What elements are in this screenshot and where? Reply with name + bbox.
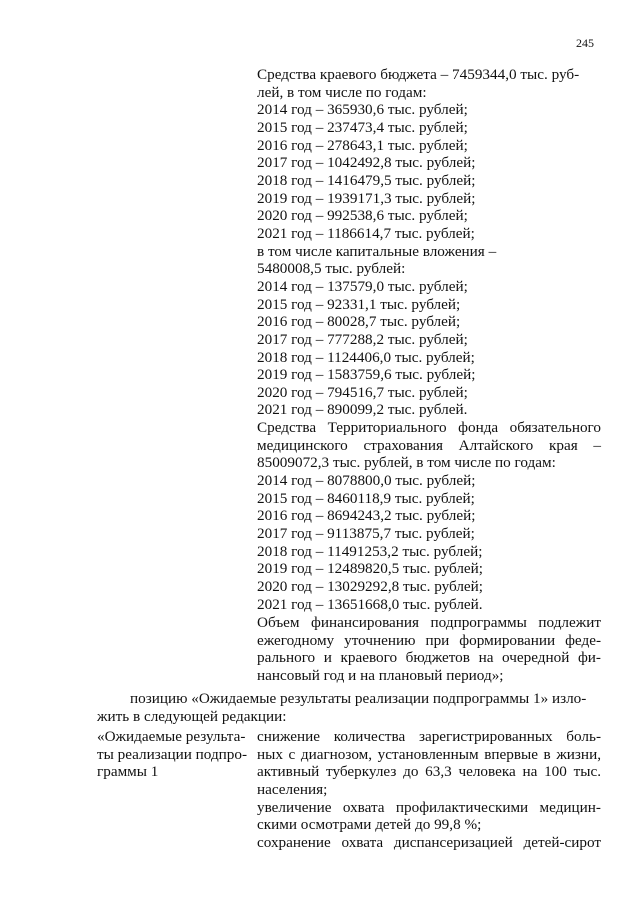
tfoms-year-line: 2017 год – 9113875,7 тыс. рублей; — [257, 524, 475, 542]
tfoms-year-line: 2020 год – 13029292,8 тыс. рублей; — [257, 577, 484, 595]
budget-line: 2015 год – 92331,1 тыс. рублей; — [257, 295, 461, 313]
budget-line: 2018 год – 1124406,0 тыс. рублей; — [257, 348, 475, 366]
budget-line: 2014 год – 137579,0 тыс. рублей; — [257, 277, 468, 295]
budget-line: 2016 год – 278643,1 тыс. рублей; — [257, 136, 468, 154]
budget-line: 2018 год – 1416479,5 тыс. рублей; — [257, 171, 476, 189]
budget-line: 5480008,5 тыс. рублей: — [257, 260, 406, 278]
result-item-line: населения; — [257, 780, 328, 798]
instruction-line: позицию «Ожидаемые результаты реализации подпрограммы 1» изло- — [130, 690, 587, 707]
note-line: рального и краевого бюджетов на очередной фи- — [257, 649, 601, 667]
page-number: 245 — [576, 36, 594, 50]
results-label-line: «Ожидаемые результа- — [97, 728, 246, 745]
instruction-paragraph — [97, 690, 601, 725]
result-item-line: сохранение охвата диспансеризацией детей-сирот — [257, 833, 601, 851]
budget-line: 2020 год – 794516,7 тыс. рублей; — [257, 383, 468, 401]
tfoms-year-line: 2014 год – 8078800,0 тыс. рублей; — [257, 471, 476, 489]
instruction-line: жить в следующей редакции: — [97, 707, 287, 725]
results-content — [257, 728, 601, 852]
budget-line: 2014 год – 365930,6 тыс. рублей; — [257, 101, 468, 119]
tfoms-heading-line: медицинского страхования Алтайского края – — [257, 436, 601, 454]
result-item-line: увеличение охвата профилактическими медицин- — [257, 798, 601, 816]
budget-line: 2020 год – 992538,6 тыс. рублей; — [257, 207, 468, 225]
budget-line: 2021 год – 890099,2 тыс. рублей. — [257, 401, 468, 419]
result-item-line: ных с диагнозом, установленным впервые в жизни, — [257, 745, 601, 763]
tfoms-year-line: 2016 год – 8694243,2 тыс. рублей; — [257, 507, 476, 525]
results-label-line: граммы 1 — [97, 763, 159, 781]
tfoms-year-line: 2021 год – 13651668,0 тыс. рублей. — [257, 595, 483, 613]
tfoms-year-line: 2018 год – 11491253,2 тыс. рублей; — [257, 542, 483, 560]
note-line: нансовый год и на плановый период»; — [257, 666, 504, 684]
result-item-line: активный туберкулез до 63,3 человека на 100 тыс. — [257, 763, 601, 781]
tfoms-year-line: 2019 год – 12489820,5 тыс. рублей; — [257, 560, 484, 578]
budget-line: 2021 год – 1186614,7 тыс. рублей; — [257, 224, 475, 242]
result-item-line: скими осмотрами детей до 99,8 %; — [257, 816, 482, 834]
regional-budget-block — [257, 66, 601, 419]
results-label-line: ты реализации подпро- — [97, 745, 248, 763]
financing-note — [257, 614, 601, 685]
tfoms-heading-line: 85009072,3 тыс. рублей, в том числе по годам: — [257, 454, 556, 472]
note-line: ежегодному уточнению при формировании феде- — [257, 631, 601, 649]
result-item-line: снижение количества зарегистрированных боль- — [257, 728, 601, 745]
budget-line: лей, в том числе по годам: — [257, 83, 427, 101]
budget-line: 2019 год – 1583759,6 тыс. рублей; — [257, 366, 476, 384]
budget-line: Средства краевого бюджета – 7459344,0 тыс. руб- — [257, 66, 580, 83]
results-label — [97, 728, 247, 781]
note-line: Объем финансирования подпрограммы подлежит — [257, 614, 601, 631]
budget-line: в том числе капитальные вложения – — [257, 242, 497, 260]
budget-line: 2015 год – 237473,4 тыс. рублей; — [257, 118, 468, 136]
budget-line: 2017 год – 1042492,8 тыс. рублей; — [257, 154, 476, 172]
budget-line: 2017 год – 777288,2 тыс. рублей; — [257, 330, 468, 348]
budget-line: 2016 год – 80028,7 тыс. рублей; — [257, 313, 461, 331]
tfoms-year-line: 2015 год – 8460118,9 тыс. рублей; — [257, 489, 475, 507]
tfoms-block — [257, 419, 601, 613]
budget-line: 2019 год – 1939171,3 тыс. рублей; — [257, 189, 476, 207]
tfoms-heading-line: Средства Территориального фонда обязательного — [257, 419, 601, 436]
